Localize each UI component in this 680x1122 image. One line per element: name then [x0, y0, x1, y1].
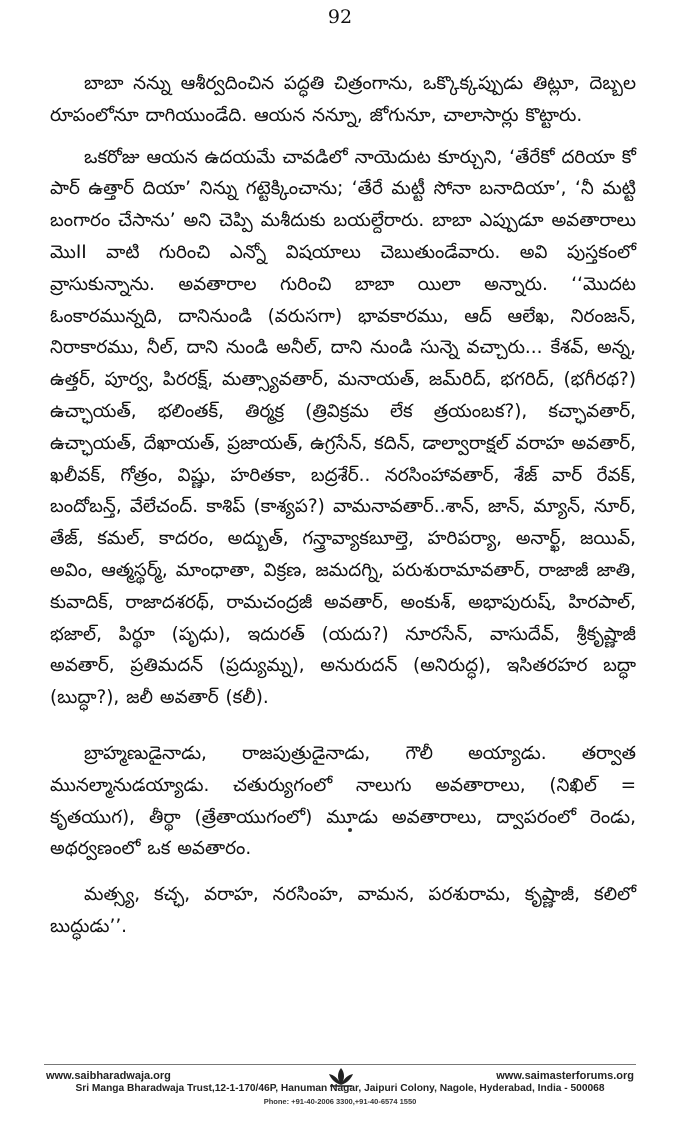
paragraph-1: బాబా నన్ను ఆశీర్వదించిన పద్ధతి చిత్రంగాను, ఒక్కొక్కప్పుడు తిట్లూ, దెబ్బల రూపంలోనూ దాగియుండేది. ఆయన నన్నూ, జోగునూ, చాలాసార్లు కొట్టారు. — [50, 73, 636, 126]
paragraph-3: బ్రాహ్మణుడైనాడు, రాజపుత్రుడైనాడు, గౌలీ అయ్యాడు. తర్వాత మునల్మానుడయ్యాడు. చతుర్యుగంలో నాలుగు అవతారాలు, (నిఖిల్ = కృతయుగ), తీర్థా (త్రేతాయుగంలో) మూడు అవతారాలు, ద్వాపరంలో రెండు, అథర్వణంలో ఒక అవతారం. — [50, 742, 636, 860]
page-body — [50, 68, 636, 943]
stray-dot — [348, 828, 352, 832]
paragraph-2: ఒకరోజు ఆయన ఉదయమే చావడిలో నాయెదుట కూర్చుని, ‘తేరేకో దరియా కో పార్ ఉత్తార్ దియా’ నిన్ను గట్టెక్కించాను; ‘తేరే మట్టీ సోనా బనాదియా’, ‘నీ మట్టి బంగారం చేసాను’ అని చెప్పి మశీదుకు బయల్దేరారు. బాబా ఎప్పుడూ అవతారాలు మొII వాటి గురించి ఎన్నో విషయాలు చెబుతుండేవారు. అవి పుస్తకంలో వ్రాసుకున్నాను. అవతారాల గురించి బాబా యిలా అన్నారు. ‘‘మొదట ఓంకారమున్నది, దానినుండి (వరుసగా) భావకారము, ఆద్ ఆలేఖ, నిరంజన్, నిరాకారము, నీల్, దాని నుండి అనీల్, దాని నుండి సున్నె వచ్చారు... కేశవ్, అన్న, ఉత్తర్, పూర్వ, పిరరక్ష్, మత్స్యావతార్, మనాయత్, జమ్‌రిద్, భగరిద్, (భగీరథ?) ఉచ్ఛాయత్, భలింతక్, తిర్మక్ర (త్రివిక్రమ లేక త్రయంబక?), కచ్ఛావతార్, ఉచ్ఛాయత్, దేఖాయత్, ప్రజాయత్, ఉగ్రసేన్, కదిన్, డాల్వారాక్షల్ వరాహ అవతార్, ఖలీవక్, గోత్రం, విష్ణు, హరితకా, బద్రశేర్.. నరసింహావతార్, శేజ్ వార్ రేవక్, బందోబన్త్, వేలేచంద్. కాశిప్ (కాశ్యప?) వామనావతార్..శాన్, జాన్, మ్యాన్, నూర్, తేజ్, కమల్, కాదరం, అద్బుత్, గన్త్రావ్యాకబూల్తె, హరిపర్యా, అనార్ఖ్, జయివ్, అవిం, ఆత్మస్థర్మ్, మాంధాతా, విక్రణ, జమదగ్ని, పరుశురామావతార్, రాజాజీ జాతి, కువాదిక్, రాజాదశరథ్, రామచంద్రజీ అవతార్, అంకుశ్, అభాపురుష్, హిరపాల్, భజాల్, పిర్థూ (పృధు), ఇదురత్ (యదు?) నూరసేన్, వాసుదేవ్, శ్రీకృష్ణాజీ అవతార్, ప్రతిమదన్ (ప్రద్యుమ్న), అనురుదన్ (అనిరుద్ధ), ఇసితరహర బద్ధా (బుద్ధా?), జలీ అవతార్ (కలీ). — [50, 146, 636, 709]
page-number: 92 — [327, 6, 353, 28]
footer-address: Sri Manga Bharadwaja Trust,12-1-170/46P, Hanuman Nagar, Jaipuri Colony, Nagole, Hyderabad, India - 500068 — [75, 1083, 605, 1094]
website-left-link[interactable]: www.saibharadwaja.org — [46, 1070, 171, 1082]
footer-rule — [44, 1064, 636, 1065]
footer-phone: Phone: +91-40-2006 3300,+91-40-6574 1550 — [263, 1097, 417, 1106]
website-right-link[interactable]: www.saimasterforums.org — [496, 1070, 634, 1082]
footer — [0, 1064, 680, 1122]
paragraph-4: మత్స్య, కచ్ఛ, వరాహ, నరసింహ, వామన, పరశురామ, కృష్ణాజీ, కలిలో బుద్ధుడు’’. — [50, 884, 636, 937]
